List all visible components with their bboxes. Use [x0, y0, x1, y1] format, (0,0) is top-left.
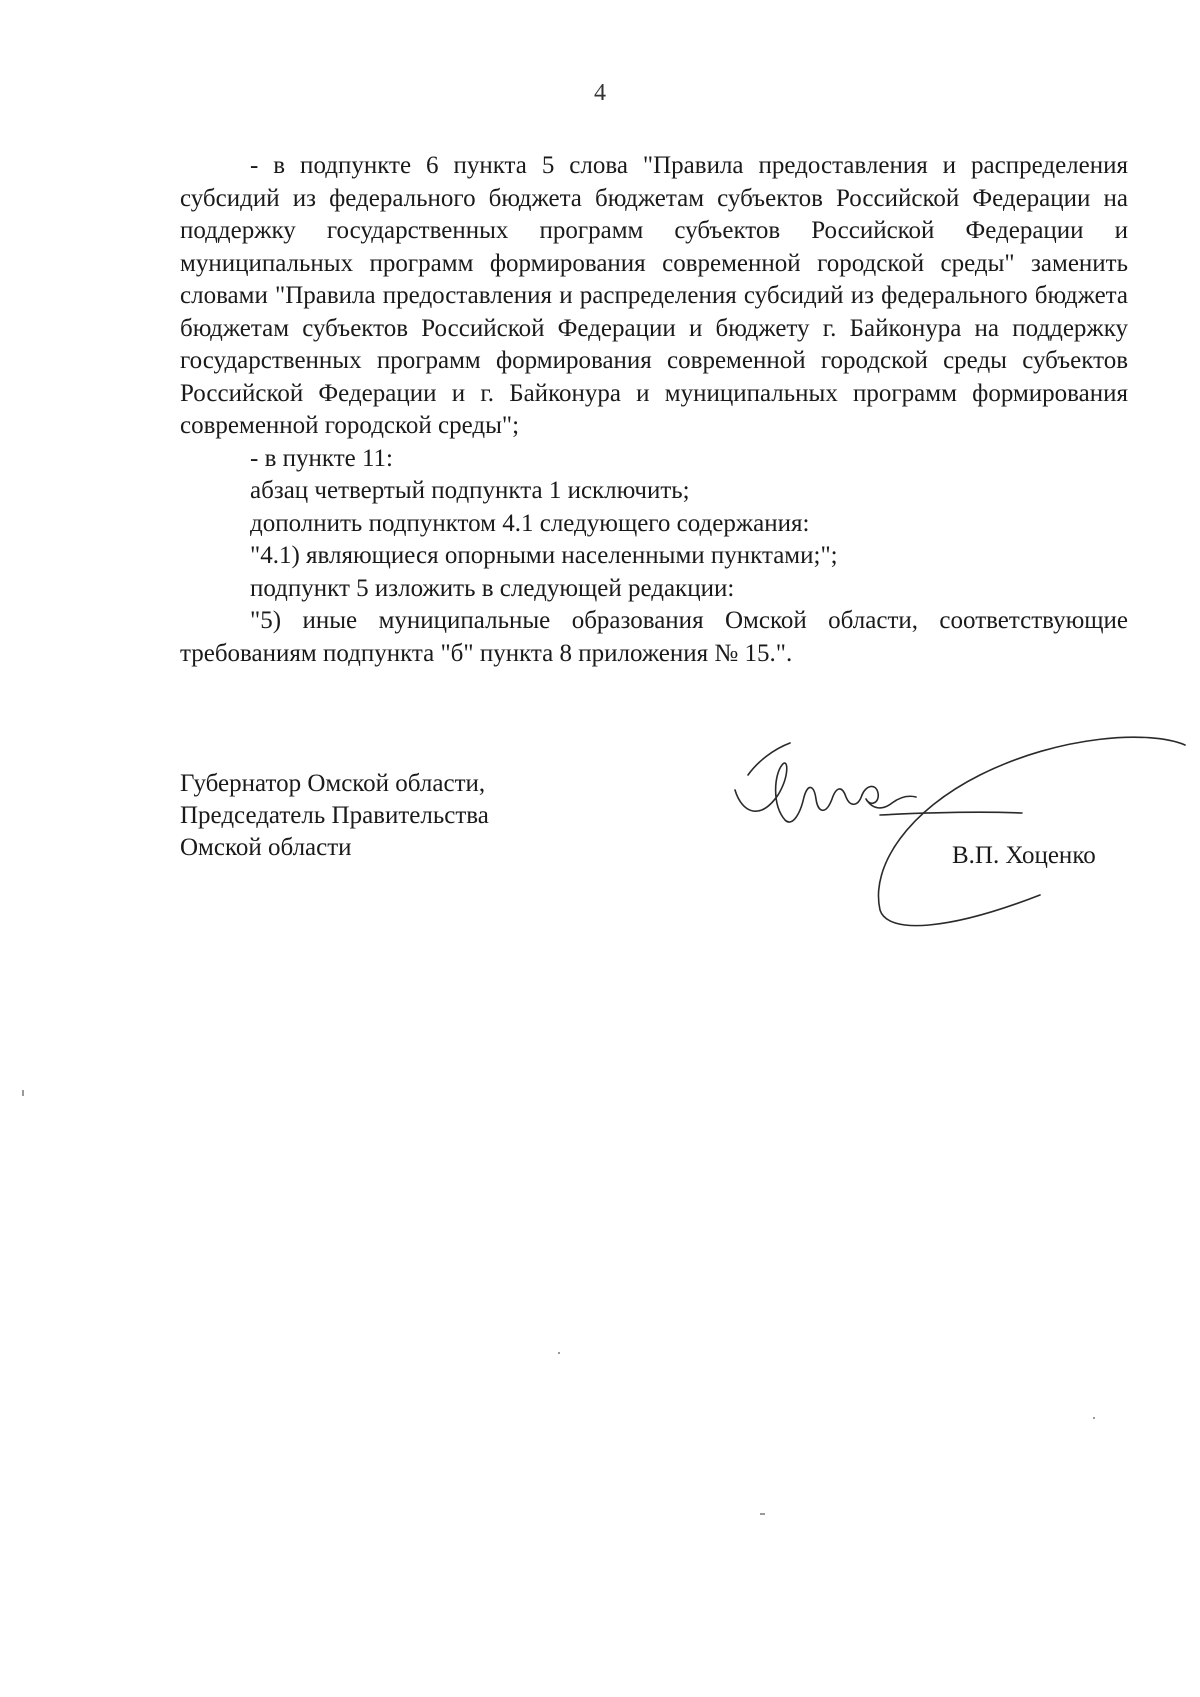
- scan-speck: [760, 1513, 765, 1515]
- paragraph-subpoint-4-1: "4.1) являющиеся опорными населенными пунктами;";: [250, 542, 838, 569]
- handwritten-signature: [730, 735, 1190, 935]
- signatory-title-line: Председатель Правительства: [180, 802, 489, 829]
- scan-speck: [558, 1352, 560, 1354]
- paragraph-exclude-abzac: абзац четвертый подпункта 1 исключить;: [250, 477, 690, 504]
- body-text: [180, 150, 1128, 670]
- page-number: 4: [594, 80, 606, 106]
- signer-name: В.П. Хоценко: [952, 842, 1096, 869]
- signatory-title-line: Омской области: [180, 834, 352, 861]
- paragraph-amendment-subpoint-6: - в подпункте 6 пункта 5 слова "Правила предоставления и распределения субсидий из федерального бюджета бюджетам субъектов Российской Федерации на поддержку государственных программ субъектов Российской Федерации и муниципальных программ формирования современной городской среды" заменить словами "Правила предоставления и распределения субсидий из федерального бюджета бюджетам субъектов Российской Федерации и бюджету г. Байконура на поддержку государственных программ формирования современной городской среды субъектов Российской Федерации и г. Байконура и муниципальных программ формирования современной городской среды";: [180, 152, 1128, 439]
- paragraph-subpoint-5-intro: подпункт 5 изложить в следующей редакции:: [250, 574, 735, 602]
- paragraph-add-subpoint: дополнить подпунктом 4.1 следующего содержания:: [250, 509, 810, 537]
- paragraph-subpoint-5-text: "5) иные муниципальные образования Омской области, соответствующие требованиям подпункта "б" пункта 8 приложения № 15.".: [180, 607, 1128, 667]
- scan-speck: [22, 1090, 24, 1096]
- signature-title-block: [180, 768, 580, 864]
- signatory-title-line: Губернатор Омской области,: [180, 770, 486, 797]
- scan-speck: [1093, 1417, 1095, 1419]
- paragraph-point-11: - в пункте 11:: [250, 444, 393, 472]
